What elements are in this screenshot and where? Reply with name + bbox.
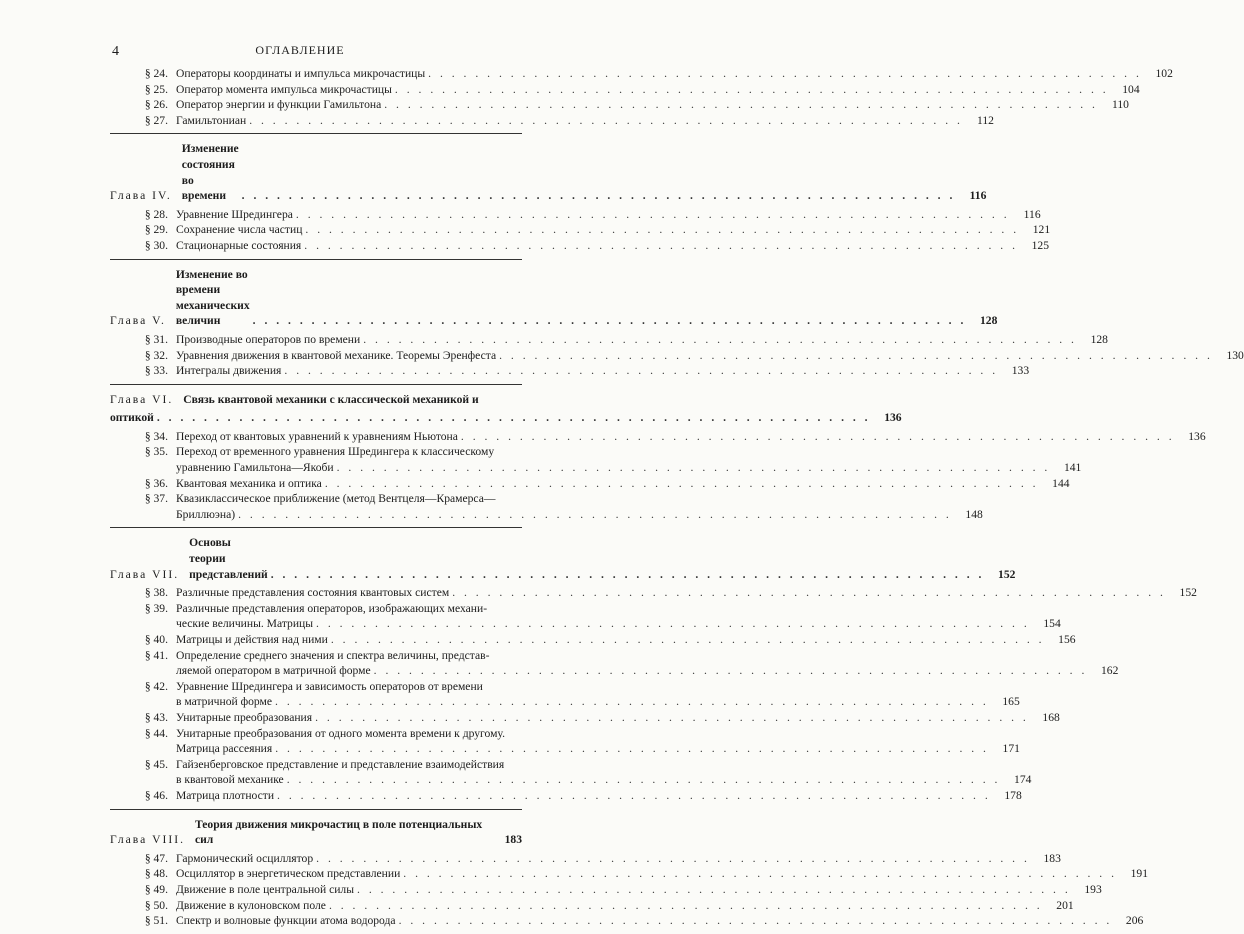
section-number: § 28.: [144, 207, 168, 221]
section-number: § 51.: [144, 914, 168, 928]
toc-entry[interactable]: [110, 710, 1060, 726]
section-page: 171: [1002, 742, 1020, 756]
toc-entry-cont[interactable]: [110, 460, 1082, 476]
section-number: § 47.: [144, 851, 168, 865]
section-title: Квантовая механика и оптика: [176, 476, 322, 490]
toc-entry[interactable]: [110, 648, 522, 664]
section-title: Движение в кулоновском поле: [176, 898, 326, 912]
leader-dots: . . . . . . . . . . . . . . . . . . . . . . . . . . . . . . . . . . . . . . . . . . . . . . . . . . . . . . . . . . . . .: [363, 332, 1077, 346]
toc-entry[interactable]: [110, 207, 1041, 223]
section-page: 130: [1226, 348, 1244, 362]
section-number: § 49.: [144, 882, 168, 896]
toc-chapter: [110, 66, 1173, 128]
toc-entry[interactable]: [110, 601, 522, 617]
section-page: 102: [1155, 67, 1173, 80]
toc-entry[interactable]: [110, 491, 522, 507]
toc-entry[interactable]: [110, 97, 1129, 113]
section-page: 121: [1032, 223, 1051, 237]
leader-dots: . . . . . . . . . . . . . . . . . . . . . . . . . . . . . . . . . . . . . . . . . . . . . . . . . . . . . . . . . . . . .: [304, 238, 1018, 252]
leader-dots: . . . . . . . . . . . . . . . . . . . . . . . . . . . . . . . . . . . . . . . . . . . . . . . . . . . . . . . . . . . . .: [238, 507, 952, 521]
leader-dots: . . . . . . . . . . . . . . . . . . . . . . . . . . . . . . . . . . . . . . . . . . . . . . . . . . . . . . . . . . . . .: [270, 567, 985, 581]
section-title: Матрица плотности: [176, 788, 275, 802]
section-page: 183: [1043, 851, 1061, 865]
section-title: Оператор момента импульса микрочастицы: [176, 82, 392, 96]
section-number: § 25.: [144, 82, 168, 96]
chapter-label: Глава V.: [110, 314, 166, 328]
toc-entry-cont[interactable]: [110, 741, 1020, 757]
leader-dots: . . . . . . . . . . . . . . . . . . . . . . . . . . . . . . . . . . . . . . . . . . . . . . . . . . . . . . . . . . . . .: [316, 617, 1030, 631]
toc-chapter: [110, 527, 1197, 803]
chapter-page: 152: [998, 567, 1016, 581]
leader-dots: . . . . . . . . . . . . . . . . . . . . . . . . . . . . . . . . . . . . . . . . . . . . . . . . . . . . . . . . . . . . .: [305, 223, 1020, 237]
leader-dots: . . . . . . . . . . . . . . . . . . . . . . . . . . . . . . . . . . . . . . . . . . . . . . . . . . . . . . . . . . . . .: [384, 98, 1098, 112]
section-page: 201: [1056, 898, 1074, 912]
section-page: 136: [1188, 429, 1206, 443]
leader-dots: . . . . . . . . . . . . . . . . . . . . . . . . . . . . . . . . . . . . . . . . . . . . . . . . . . . . . . . . . . . . .: [324, 476, 1039, 490]
toc-entry[interactable]: [110, 348, 1244, 364]
section-title: Переход от квантовых уравнений к уравнениям Ньютона: [176, 429, 458, 443]
chapter-page: 128: [979, 314, 998, 328]
section-title: Осциллятор в энергетическом представлении: [176, 867, 401, 881]
leader-dots: . . . . . . . . . . . . . . . . . . . . . . . . . . . . . . . . . . . . . . . . . . . . . . . . . . . . . . . . . . . . .: [277, 788, 991, 802]
toc-entry[interactable]: [110, 429, 1206, 445]
toc-entry[interactable]: [110, 898, 1074, 914]
chapter-title: Изменение во времени механических величин: [175, 267, 250, 328]
section-title-line1: Гайзенберговское представление и представление взаимодействия: [176, 757, 505, 771]
section-number: § 24.: [144, 67, 168, 80]
section-title-line1: Различные представления операторов, изображающих механи-: [176, 601, 488, 615]
section-number: § 45.: [144, 757, 168, 771]
toc-entry[interactable]: [110, 913, 1144, 929]
section-number: § 38.: [144, 586, 168, 600]
section-page: 116: [1023, 207, 1041, 221]
section-number: § 39.: [144, 601, 168, 615]
toc-entry[interactable]: [110, 585, 1197, 601]
section-title: Стационарные состояния: [176, 238, 302, 252]
chapter-label: Глава VIII.: [110, 833, 185, 847]
toc-entry[interactable]: [110, 238, 1049, 254]
section-title: Бриллюэна): [176, 507, 236, 521]
leader-dots: . . . . . . . . . . . . . . . . . . . . . . . . . . . . . . . . . . . . . . . . . . . . . . . . . . . . . . . . . . . . .: [241, 189, 956, 203]
section-page: 174: [1014, 773, 1032, 787]
section-number: § 26.: [144, 98, 168, 112]
section-title: ческие величины. Матрицы: [176, 617, 314, 631]
toc-entry[interactable]: [110, 444, 522, 460]
toc-chapter: [110, 384, 1206, 523]
toc-chapter: [110, 133, 1051, 253]
section-number: § 41.: [144, 648, 168, 662]
section-page: 165: [1002, 695, 1020, 709]
chapter-heading[interactable]: [110, 535, 1016, 582]
leader-dots: . . . . . . . . . . . . . . . . . . . . . . . . . . . . . . . . . . . . . . . . . . . . . . . . . . . . . . . . . . . . .: [336, 461, 1051, 475]
leader-dots: . . . . . . . . . . . . . . . . . . . . . . . . . . . . . . . . . . . . . . . . . . . . . . . . . . . . . . . . . . . . .: [403, 867, 1117, 881]
section-title: Оператор энергии и функции Гамильтона: [176, 98, 382, 112]
section-title: уравнению Гамильтона—Якоби: [176, 461, 334, 475]
toc-chapter: [110, 809, 1148, 929]
leader-dots: . . . . . . . . . . . . . . . . . . . . . . . . . . . . . . . . . . . . . . . . . . . . . . . . . . . . . . . . . . . . .: [252, 314, 967, 328]
chapter-label: Глава IV.: [110, 189, 172, 203]
leader-dots: . . . . . . . . . . . . . . . . . . . . . . . . . . . . . . . . . . . . . . . . . . . . . . . . . . . . . . . . . . . . .: [315, 710, 1029, 724]
leader-dots: . . . . . . . . . . . . . . . . . . . . . . . . . . . . . . . . . . . . . . . . . . . . . . . . . . . . . . . . . . . . .: [316, 851, 1030, 865]
section-title: Матрицы и действия над ними: [176, 633, 328, 646]
toc-entry-cont[interactable]: [110, 772, 1032, 788]
section-page: 178: [1004, 788, 1022, 802]
section-title: в матричной форме: [176, 695, 273, 709]
section-page: 156: [1058, 633, 1076, 646]
toc-entry-cont[interactable]: [110, 507, 983, 523]
chapter-label: Глава VI.: [110, 392, 174, 406]
leader-dots: . . . . . . . . . . . . . . . . . . . . . . . . . . . . . . . . . . . . . . . . . . . . . . . . . . . . . . . . . . . . .: [394, 82, 1109, 96]
leader-dots: . . . . . . . . . . . . . . . . . . . . . . . . . . . . . . . . . . . . . . . . . . . . . . . . . . . . . . . . . . . . .: [398, 914, 1113, 928]
section-page: 125: [1031, 238, 1049, 252]
section-number: § 44.: [144, 726, 168, 740]
section-title-line1: Квазиклассическое приближение (метод Вентцеля—Крамерса—: [176, 492, 496, 506]
section-title: Различные представления состояния квантовых систем: [176, 586, 450, 600]
leader-dots: . . . . . . . . . . . . . . . . . . . . . . . . . . . . . . . . . . . . . . . . . . . . . . . . . . . . . . . . . . . . .: [286, 773, 1001, 787]
section-page: 193: [1084, 882, 1102, 896]
chapter-page: 136: [884, 411, 902, 425]
chapter-title: оптикой: [110, 411, 154, 425]
chapter-title: Изменение состояния во времени: [181, 142, 239, 203]
leader-dots: . . . . . . . . . . . . . . . . . . . . . . . . . . . . . . . . . . . . . . . . . . . . . . . . . . . . . . . . . . . . .: [428, 67, 1142, 80]
section-number: § 42.: [144, 679, 168, 693]
section-number: § 35.: [144, 445, 168, 459]
section-title: Унитарные преобразования: [176, 710, 313, 724]
section-number: § 48.: [144, 867, 168, 881]
leader-dots: . . . . . . . . . . . . . . . . . . . . . . . . . . . . . . . . . . . . . . . . . . . . . . . . . . . . . . . . . . . . .: [249, 113, 963, 127]
chapter-page: 116: [969, 189, 987, 203]
toc-entry-cont[interactable]: [110, 616, 1061, 632]
section-page: 128: [1090, 332, 1108, 346]
section-page: 133: [1011, 364, 1030, 378]
section-title: Матрица рассеяния: [176, 742, 273, 756]
toc-entry[interactable]: [110, 632, 1076, 648]
toc-entry[interactable]: [110, 757, 522, 773]
running-title: ОГЛАВЛЕНИЕ: [255, 43, 345, 57]
chapter-heading-cont[interactable]: [110, 410, 902, 426]
toc-entry[interactable]: [110, 363, 1030, 379]
chapter-heading[interactable]: [110, 392, 522, 408]
leader-dots: . . . . . . . . . . . . . . . . . . . . . . . . . . . . . . . . . . . . . . . . . . . . . . . . . . . . . . . . . . . . .: [373, 664, 1088, 678]
section-number: § 32.: [144, 348, 168, 362]
toc-entry[interactable]: [110, 332, 1108, 348]
toc-entry[interactable]: [110, 476, 1070, 492]
leader-dots: . . . . . . . . . . . . . . . . . . . . . . . . . . . . . . . . . . . . . . . . . . . . . . . . . . . . . . . . . . . . .: [275, 695, 989, 709]
section-number: § 40.: [144, 633, 168, 646]
section-title: Уравнения движения в квантовой механике. Теоремы Эренфеста: [176, 348, 497, 362]
toc-entry[interactable]: [110, 679, 522, 695]
chapter-title: Основы теории представлений: [189, 536, 268, 581]
chapter-title: Теория движения микрочастиц в поле потенциальных сил: [194, 817, 483, 847]
section-title: Гамильтониан: [176, 113, 247, 127]
leader-dots: . . . . . . . . . . . . . . . . . . . . . . . . . . . . . . . . . . . . . . . . . . . . . . . . . . . . . . . . . . . . .: [295, 207, 1010, 221]
toc-entry[interactable]: [110, 66, 1173, 82]
section-number: § 31.: [144, 332, 168, 346]
section-page: 152: [1179, 586, 1197, 600]
leader-dots: . . . . . . . . . . . . . . . . . . . . . . . . . . . . . . . . . . . . . . . . . . . . . . . . . . . . . . . . . . . . .: [156, 411, 871, 425]
section-title: Производные операторов по времени: [176, 332, 361, 346]
section-number: § 43.: [144, 710, 168, 724]
toc-entry-cont[interactable]: [110, 663, 1119, 679]
leader-dots: . . . . . . . . . . . . . . . . . . . . . . . . . . . . . . . . . . . . . . . . . . . . . . . . . . . . . . . . . . . . .: [330, 633, 1045, 646]
toc-entry[interactable]: [110, 882, 1102, 898]
chapter-title-line1: Связь квантовой механики с классической механикой и: [183, 392, 479, 406]
toc-entry[interactable]: [110, 866, 1148, 882]
section-number: § 50.: [144, 898, 168, 912]
section-title-line1: Определение среднего значения и спектра величины, представ-: [176, 648, 490, 662]
section-title: Движение в поле центральной силы: [176, 882, 355, 896]
section-number: § 30.: [144, 238, 168, 252]
section-page: 104: [1122, 82, 1140, 96]
chapter-label: Глава VII.: [110, 567, 180, 581]
section-title-line1: Уравнение Шредингера и зависимость операторов от времени: [176, 679, 483, 693]
section-page: 191: [1130, 867, 1148, 881]
section-title: Спектр и волновые функции атома водорода: [176, 914, 396, 928]
section-title: Гармонический осциллятор: [176, 851, 314, 865]
toc-entry[interactable]: [110, 851, 1061, 867]
section-title: Уравнение Шредингера: [176, 207, 293, 221]
leader-dots: . . . . . . . . . . . . . . . . . . . . . . . . . . . . . . . . . . . . . . . . . . . . . . . . . . . . . . . . . . . . .: [499, 348, 1213, 362]
chapter-heading[interactable]: [110, 817, 522, 848]
table-of-contents: [110, 66, 1244, 934]
section-page: 144: [1052, 476, 1070, 490]
section-page: 112: [976, 113, 994, 127]
section-title: ляемой оператором в матричной форме: [176, 664, 371, 678]
leader-dots: . . . . . . . . . . . . . . . . . . . . . . . . . . . . . . . . . . . . . . . . . . . . . . . . . . . . . . . . . . . . .: [460, 429, 1175, 443]
section-number: § 37.: [144, 492, 168, 506]
section-title: Интегралы движения: [176, 364, 282, 378]
leader-dots: . . . . . . . . . . . . . . . . . . . . . . . . . . . . . . . . . . . . . . . . . . . . . . . . . . . . . . . . . . . . .: [328, 898, 1043, 912]
page-number: 4: [112, 44, 119, 59]
section-page: 154: [1043, 617, 1061, 631]
section-page: 141: [1063, 461, 1082, 475]
section-page: 206: [1125, 914, 1144, 928]
section-number: § 29.: [144, 223, 168, 237]
toc-entry-cont[interactable]: [110, 694, 1020, 710]
section-number: § 46.: [144, 788, 168, 802]
section-number: § 33.: [144, 364, 168, 378]
leader-dots: . . . . . . . . . . . . . . . . . . . . . . . . . . . . . . . . . . . . . . . . . . . . . . . . . . . . . . . . . . . . .: [275, 742, 989, 756]
chapter-heading[interactable]: [110, 141, 987, 203]
leader-dots: . . . . . . . . . . . . . . . . . . . . . . . . . . . . . . . . . . . . . . . . . . . . . . . . . . . . . . . . . . . . .: [357, 882, 1071, 896]
toc-entry[interactable]: [110, 113, 994, 129]
toc-entry[interactable]: [110, 222, 1051, 238]
section-title: в квантовой механике: [176, 773, 284, 787]
section-page: 110: [1111, 98, 1129, 112]
leader-dots: . . . . . . . . . . . . . . . . . . . . . . . . . . . . . . . . . . . . . . . . . . . . . . . . . . . . . . . . . . . . .: [284, 364, 999, 378]
chapter-page: 183: [504, 833, 522, 847]
section-number: § 36.: [144, 476, 168, 490]
section-title: Сохранение числа частиц: [176, 223, 303, 237]
section-page: 148: [965, 507, 983, 521]
section-title: Операторы координаты и импульса микрочастицы: [176, 67, 426, 80]
toc-chapter: [110, 259, 1244, 379]
section-title-line1: Переход от временного уравнения Шредингера к классическому: [176, 445, 495, 459]
section-page: 168: [1042, 710, 1060, 724]
chapter-heading[interactable]: [110, 267, 998, 329]
section-number: § 34.: [144, 429, 168, 443]
toc-entry[interactable]: [110, 726, 522, 742]
section-page: 162: [1100, 664, 1119, 678]
toc-entry[interactable]: [110, 82, 1140, 98]
section-title-line1: Унитарные преобразования от одного момента времени к другому.: [176, 726, 505, 740]
toc-entry[interactable]: [110, 788, 1022, 804]
section-number: § 27.: [144, 113, 168, 127]
leader-dots: . . . . . . . . . . . . . . . . . . . . . . . . . . . . . . . . . . . . . . . . . . . . . . . . . . . . . . . . . . . . .: [452, 586, 1166, 600]
